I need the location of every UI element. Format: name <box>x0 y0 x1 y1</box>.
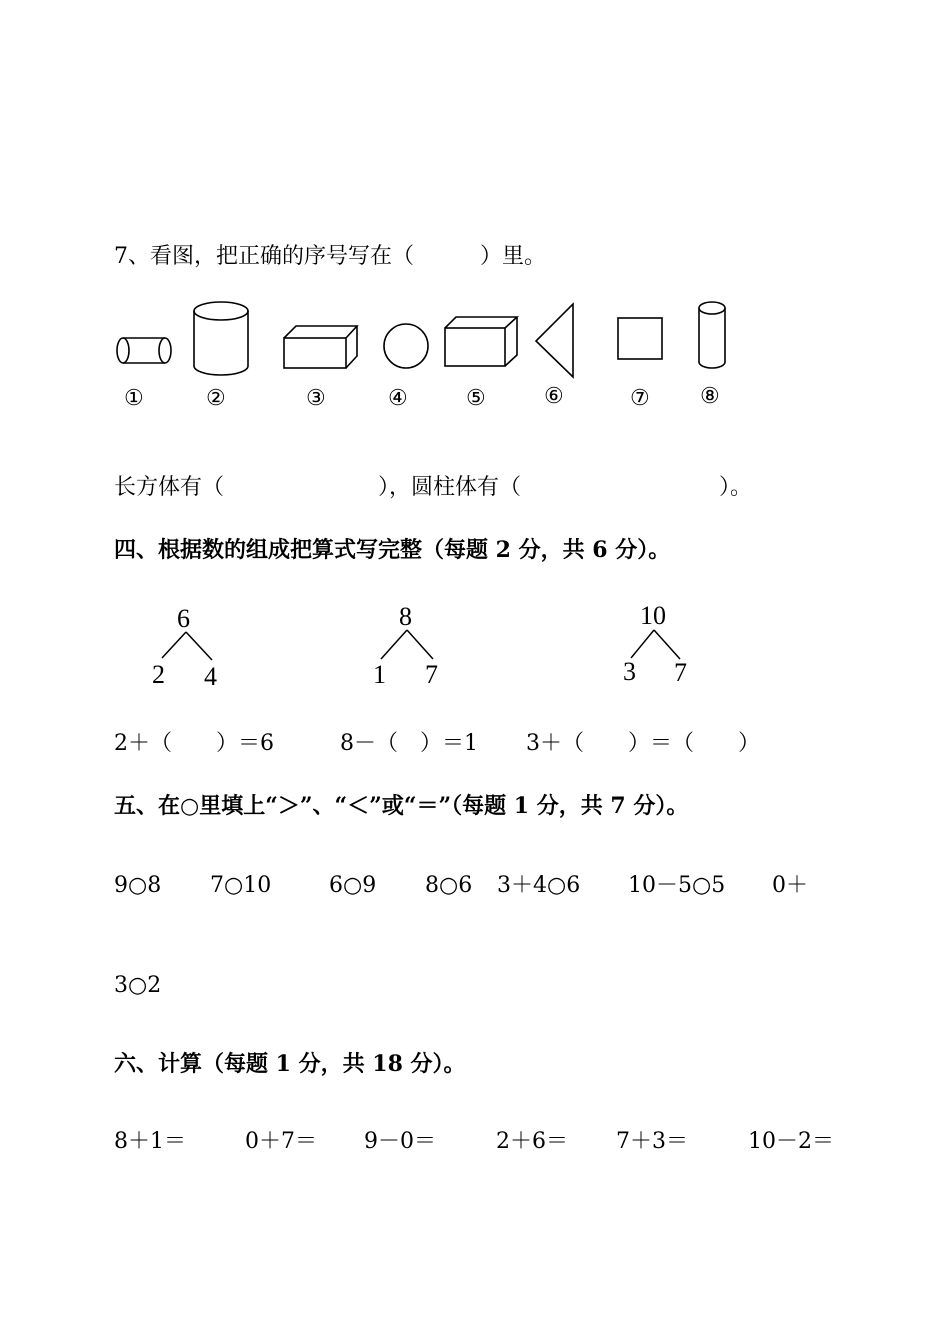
calc-item-6: 10－2＝ <box>748 1129 834 1154</box>
calc-item-1: 8＋1＝ <box>114 1129 186 1154</box>
tree-2-right: 7 <box>425 660 438 689</box>
tree-2-branches <box>381 630 433 659</box>
compare-item-2: 7○10 <box>210 873 272 898</box>
tree-3-left: 3 <box>623 657 636 686</box>
tree-2-top: 8 <box>399 602 412 631</box>
shape-label-3: ③ <box>306 386 326 411</box>
shape-label-6: ⑥ <box>544 384 564 409</box>
compare-item-7: 0＋ <box>772 873 808 898</box>
shape-label-2: ② <box>206 386 226 411</box>
section-4-heading: 四、根据数的组成把算式写完整（每题 2 分，共 6 分）。 <box>114 537 671 563</box>
shape-label-4: ④ <box>388 386 408 411</box>
calc-item-4: 2＋6＝ <box>496 1129 568 1154</box>
compare-item-1: 9○8 <box>114 873 162 898</box>
tree-2-left: 1 <box>373 660 386 689</box>
equation-1: 2＋（ ）＝6 <box>114 731 274 756</box>
equation-2: 8－（ ）＝1 <box>340 731 478 756</box>
tree-1-top: 6 <box>177 604 190 633</box>
q7-answer-line: 长方体有（ ），圆柱体有（ ）。 <box>114 475 753 500</box>
shape-label-5: ⑤ <box>466 386 486 411</box>
q7-title: 7、看图，把正确的序号写在（ ）里。 <box>114 244 546 269</box>
compare-item-8: 3○2 <box>114 973 162 998</box>
compare-item-6: 10－5○5 <box>628 873 726 898</box>
tree-1-left: 2 <box>152 660 165 689</box>
tree-1-branches <box>162 632 212 660</box>
compare-item-3: 6○9 <box>329 873 377 898</box>
section-5-heading: 五、在○里填上“＞”、“＜”或“＝”（每题 1 分，共 7 分）。 <box>114 793 689 819</box>
calc-item-3: 9－0＝ <box>364 1129 436 1154</box>
tree-3-branches <box>631 630 680 659</box>
tree-3-right: 7 <box>674 658 687 687</box>
calc-item-2: 0＋7＝ <box>245 1129 317 1154</box>
tree-1-right: 4 <box>204 662 217 691</box>
section-6-heading: 六、计算（每题 1 分，共 18 分）。 <box>114 1051 466 1077</box>
compare-item-5: 3＋4○6 <box>497 873 581 898</box>
shape-label-8: ⑧ <box>700 384 720 409</box>
compare-item-4: 8○6 <box>425 873 473 898</box>
calc-item-5: 7＋3＝ <box>616 1129 688 1154</box>
equation-3: 3＋（ ）＝（ ） <box>526 731 760 756</box>
tree-3-top: 10 <box>640 601 666 630</box>
shape-label-1: ① <box>124 386 144 411</box>
shape-label-7: ⑦ <box>630 386 650 411</box>
